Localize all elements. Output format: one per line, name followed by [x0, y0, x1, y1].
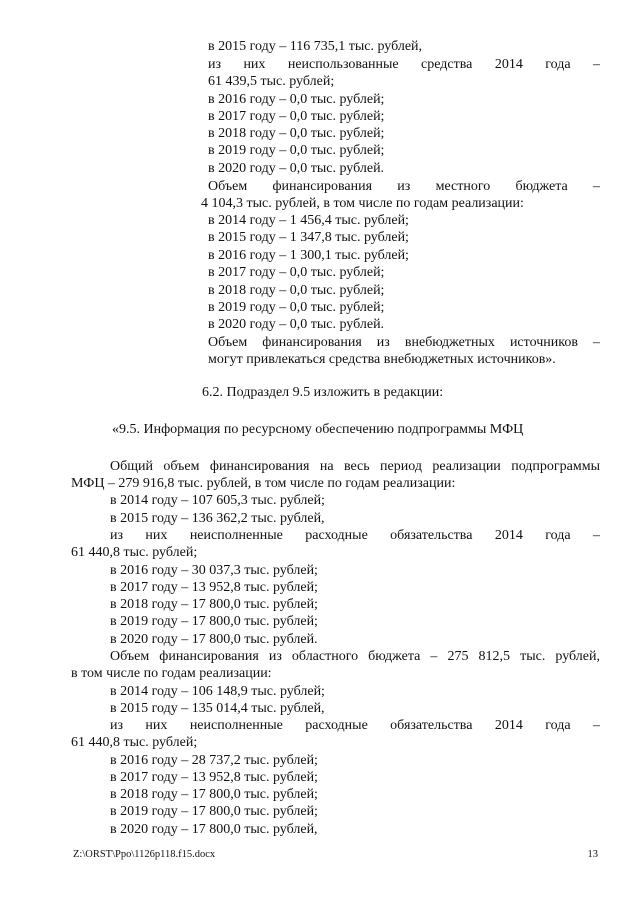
subsection-title: «9.5. Информация по ресурсному обеспечению подпрограммы МФЦ — [112, 422, 524, 437]
text-line: в 2019 году – 0,0 тыс. рублей; — [208, 143, 385, 158]
text-line: в 2014 году – 107 605,3 тыс. рублей; — [110, 493, 325, 508]
text-line: из них неисполненные расходные обязательства 2014 года – — [110, 718, 600, 733]
text-line: Общий объем финансирования на весь период реализации подпрограммы — [110, 459, 600, 474]
text-line: из них неисполненные расходные обязательства 2014 года – — [110, 528, 600, 543]
text-line: в 2018 году – 17 800,0 тыс. рублей; — [110, 787, 318, 802]
text-line: в 2019 году – 0,0 тыс. рублей; — [208, 300, 385, 315]
text-line: Объем финансирования из местного бюджета – — [208, 179, 600, 194]
text-line: в 2017 году – 13 952,8 тыс. рублей; — [110, 770, 318, 785]
text-line: в 2016 году – 30 037,3 тыс. рублей; — [110, 563, 318, 578]
text-line: в 2015 году – 135 014,4 тыс. рублей, — [110, 701, 325, 716]
text-line: в 2017 году – 13 952,8 тыс. рублей; — [110, 580, 318, 595]
text-line: из них неиспользованные средства 2014 года – — [208, 57, 600, 72]
text-line: 61 439,5 тыс. рублей; — [208, 74, 335, 89]
text-line: в 2017 году – 0,0 тыс. рублей; — [208, 265, 385, 280]
text-line: 61 440,8 тыс. рублей; — [71, 545, 198, 560]
text-line: 4 104,3 тыс. рублей, в том числе по годам реализации: — [201, 196, 524, 211]
text-line: в 2019 году – 17 800,0 тыс. рублей; — [110, 804, 318, 819]
page-number: 13 — [587, 849, 598, 860]
text-line: МФЦ – 279 916,8 тыс. рублей, в том числе по годам реализации: — [71, 476, 456, 491]
text-line: Объем финансирования из областного бюджета – 275 812,5 тыс. рублей, — [110, 649, 600, 664]
text-line: в 2016 году – 0,0 тыс. рублей; — [208, 92, 385, 107]
text-line: в 2016 году – 28 737,2 тыс. рублей; — [110, 753, 318, 768]
footer-file-path: Z:\ORST\Ppo\1126p118.f15.docx — [73, 849, 216, 860]
text-line: в 2014 году – 106 148,9 тыс. рублей; — [110, 684, 325, 699]
text-line: в 2018 году – 0,0 тыс. рублей; — [208, 283, 385, 298]
section-heading: 6.2. Подраздел 9.5 изложить в редакции: — [202, 385, 444, 400]
text-line: в 2015 году – 116 735,1 тыс. рублей, — [208, 39, 423, 54]
text-line: в 2014 году – 1 456,4 тыс. рублей; — [208, 213, 409, 228]
text-line: в 2016 году – 1 300,1 тыс. рублей; — [208, 248, 409, 263]
text-line: в 2020 году – 17 800,0 тыс. рублей. — [110, 632, 318, 647]
text-line: в 2018 году – 17 800,0 тыс. рублей; — [110, 597, 318, 612]
text-line: в 2017 году – 0,0 тыс. рублей; — [208, 109, 385, 124]
text-line: в 2015 году – 136 362,2 тыс. рублей, — [110, 511, 325, 526]
text-line: Объем финансирования из внебюджетных источников – — [208, 335, 600, 350]
text-line: в 2020 году – 0,0 тыс. рублей. — [208, 317, 385, 332]
text-line: 61 440,8 тыс. рублей; — [71, 735, 198, 750]
text-line: в 2019 году – 17 800,0 тыс. рублей; — [110, 614, 318, 629]
text-line: в 2018 году – 0,0 тыс. рублей; — [208, 126, 385, 141]
text-line: могут привлекаться средства внебюджетных источников». — [208, 352, 556, 367]
text-line: в том числе по годам реализации: — [71, 666, 272, 681]
text-line: в 2020 году – 17 800,0 тыс. рублей, — [110, 822, 318, 837]
text-line: в 2015 году – 1 347,8 тыс. рублей; — [208, 230, 409, 245]
text-line: в 2020 году – 0,0 тыс. рублей. — [208, 161, 385, 176]
